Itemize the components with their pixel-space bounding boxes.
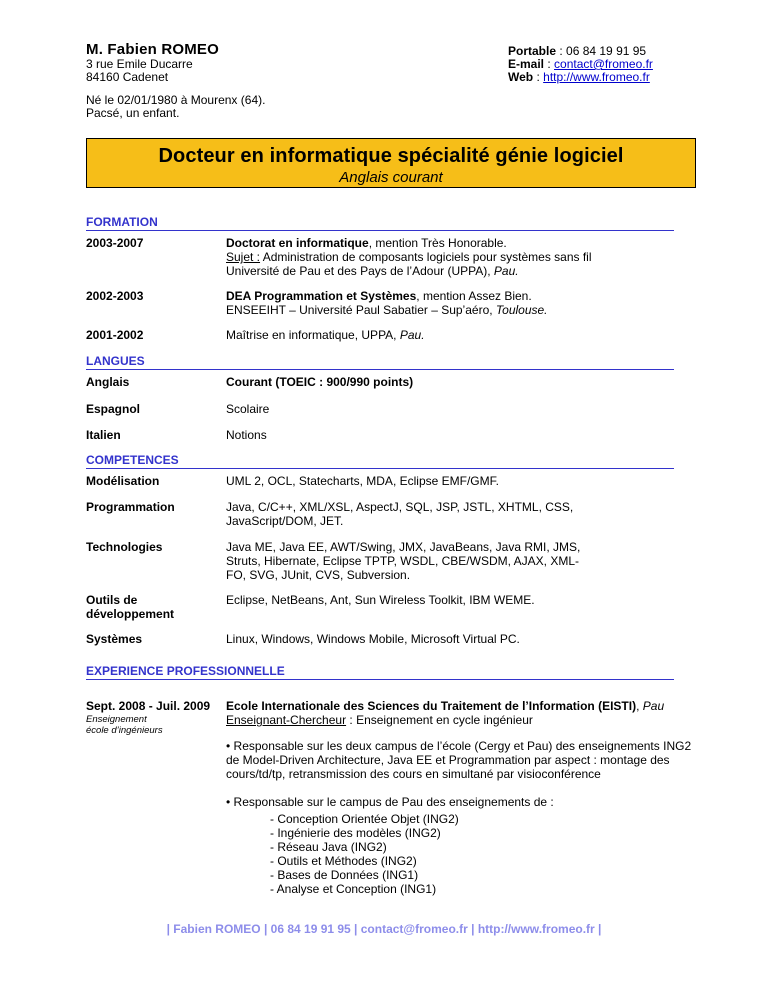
language-level-2: Scolaire (226, 402, 270, 416)
birth-info: Né le 02/01/1980 à Mourenx (64). (86, 93, 266, 107)
formation-years-1: 2003-2007 (86, 236, 144, 250)
job-role-desc: : Enseignement en cycle ingénieur (346, 713, 533, 727)
formation-entry-2 (226, 289, 686, 317)
banner-subtitle: Anglais courant (339, 169, 443, 186)
language-level-1: Courant (TOEIC : 900/990 points) (226, 375, 414, 389)
web-line (508, 70, 650, 84)
formation-years-3: 2001-2002 (86, 328, 144, 342)
section-formation-heading: FORMATION (86, 215, 674, 231)
web-link[interactable]: http://www.fromeo.fr (543, 70, 650, 84)
email-link[interactable]: contact@fromeo.fr (554, 57, 653, 71)
skill-value-4: Eclipse, NetBeans, Ant, Sun Wireless Toolkit, IBM WEME. (226, 593, 535, 607)
address-line-1: 3 rue Emile Ducarre (86, 57, 193, 71)
email-line (508, 57, 653, 71)
experience-bullet-1: • Responsable sur les deux campus de l’école (Cergy et Pau) des enseignements ING2 de Model-Driven Architecture, Java EE et Programmation par aspect : montage des cours/td/tp, retransmission des cours en simultané par visioconférence (226, 739, 692, 781)
employer-name: Ecole Internationale des Sciences du Traitement de l’Information (EISTI) (226, 699, 637, 713)
city-2: Toulouse. (495, 303, 548, 317)
web-label: Web (508, 70, 534, 84)
school-2: ENSEEIHT – Université Paul Sabatier – Sup’aéro, (226, 303, 496, 317)
employer-city: Pau (642, 699, 665, 713)
address-line-2: 84160 Cadenet (86, 70, 169, 84)
course-item: - Analyse et Conception (ING1) (270, 882, 437, 896)
city-3: Pau. (399, 328, 425, 342)
section-experience-heading: EXPERIENCE PROFESSIONNELLE (86, 664, 674, 680)
email-separator: : (544, 57, 555, 71)
formation-entry-1 (226, 236, 686, 278)
experience-sector-2: école d’ingénieurs (86, 725, 163, 736)
experience-sector-1: Enseignement (86, 714, 147, 725)
email-label: E-mail (508, 57, 545, 71)
skill-value-3: Java ME, Java EE, AWT/Swing, JMX, JavaBeans, Java RMI, JMS, Struts, Hibernate, Eclipse TPTP, WSDL, CBE/WSDM, AJAX, XML-FO, SVG, JUnit, CVS, Subversion. (226, 540, 581, 582)
course-item: - Ingénierie des modèles (ING2) (270, 826, 441, 840)
phone-line (508, 44, 646, 58)
experience-bullet-2: • Responsable sur le campus de Pau des enseignements de : (226, 795, 554, 809)
language-label-2: Espagnol (86, 402, 141, 416)
language-label-3: Italien (86, 428, 121, 442)
course-list (270, 812, 570, 896)
phone-value: : 06 84 19 91 95 (556, 44, 647, 58)
skill-label-3: Technologies (86, 540, 163, 554)
skill-value-1: UML 2, OCL, Statecharts, MDA, Eclipse EMF/GMF. (226, 474, 499, 488)
degree-3: Maîtrise en informatique, UPPA, (226, 328, 400, 342)
section-langues-heading: LANGUES (86, 354, 674, 370)
course-item: - Réseau Java (ING2) (270, 840, 387, 854)
formation-years-2: 2002-2003 (86, 289, 144, 303)
course-item: - Conception Orientée Objet (ING2) (270, 812, 459, 826)
skill-value-5: Linux, Windows, Windows Mobile, Microsoft Virtual PC. (226, 632, 520, 646)
title-banner (86, 138, 696, 188)
job-role: Enseignant-Chercheur (226, 713, 347, 727)
experience-entry (226, 699, 696, 727)
skill-label-2: Programmation (86, 500, 175, 514)
subject-text: Administration de composants logiciels pour systèmes sans fil (260, 250, 592, 264)
degree-2: DEA Programmation et Systèmes (226, 289, 417, 303)
skill-value-2: Java, C/C++, XML/XSL, AspectJ, SQL, JSP, JSTL, XHTML, CSS, JavaScript/DOM, JET. (226, 500, 574, 528)
skill-label-5: Systèmes (86, 632, 143, 646)
page-footer: | Fabien ROMEO | 06 84 19 91 95 | contact@fromeo.fr | http://www.fromeo.fr | (166, 922, 602, 936)
web-separator: : (533, 70, 544, 84)
mention-1: , mention Très Honorable. (368, 236, 507, 250)
language-label-1: Anglais (86, 375, 130, 389)
employer-separator: , (636, 699, 643, 713)
candidate-name: M. Fabien ROMEO (86, 41, 220, 58)
skill-label-4: Outils de développement (86, 593, 175, 621)
course-item: - Bases de Données (ING1) (270, 868, 419, 882)
degree-1: Doctorat en informatique (226, 236, 369, 250)
experience-period: Sept. 2008 - Juil. 2009 (86, 699, 211, 713)
banner-title: Docteur en informatique spécialité génie logiciel (158, 145, 624, 167)
school-1: Université de Pau et des Pays de l’Adour (UPPA), (226, 264, 494, 278)
subject-label: Sujet : (226, 250, 261, 264)
skill-label-1: Modélisation (86, 474, 160, 488)
language-level-3: Notions (226, 428, 267, 442)
city-1: Pau. (493, 264, 519, 278)
formation-entry-3 (226, 328, 686, 342)
mention-2: , mention Assez Bien. (416, 289, 532, 303)
phone-label: Portable (508, 44, 557, 58)
family-status: Pacsé, un enfant. (86, 106, 180, 120)
section-competences-heading: COMPETENCES (86, 453, 674, 469)
course-item: - Outils et Méthodes (ING2) (270, 854, 417, 868)
